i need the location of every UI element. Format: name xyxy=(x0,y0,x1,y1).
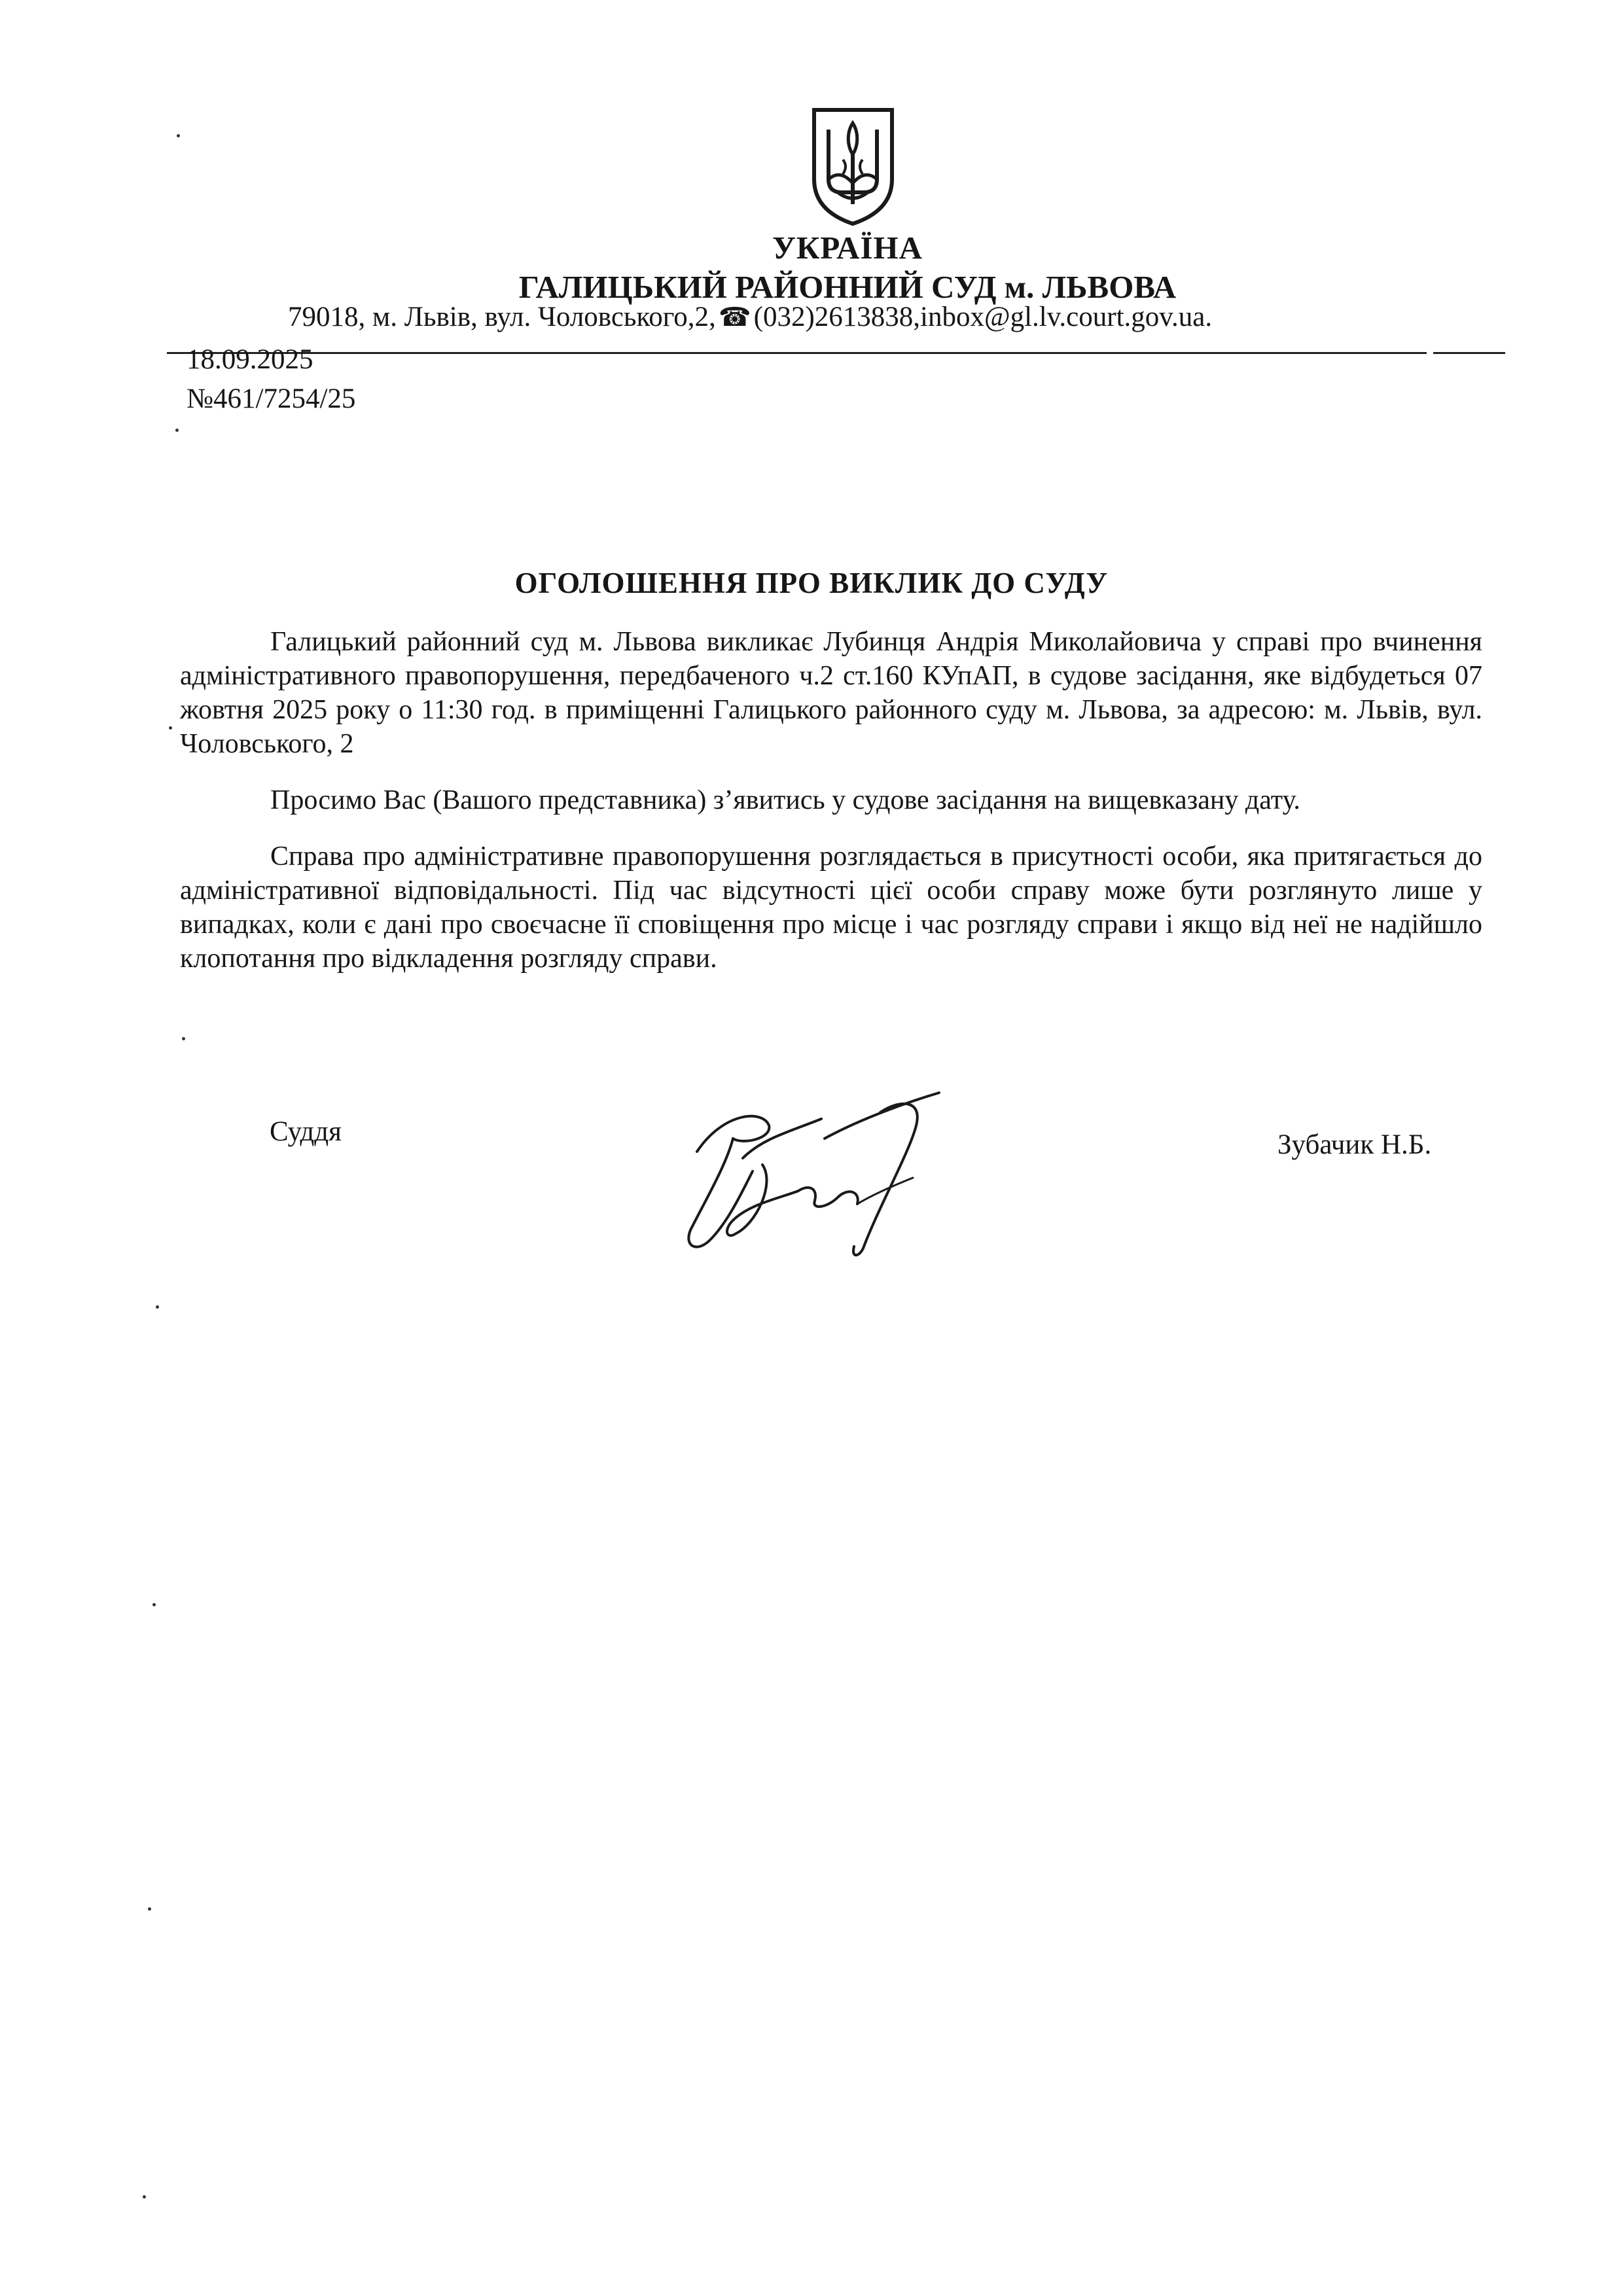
tryzub-emblem-icon xyxy=(809,106,897,227)
court-phone: (032)2613838, xyxy=(753,302,921,332)
signatory-role: Суддя xyxy=(270,1116,342,1147)
scan-speck xyxy=(156,1305,159,1309)
scan-speck xyxy=(148,1907,151,1911)
paragraph-procedure: Справа про адміністративне правопорушення розглядається в присутності особи, яка притягається до адміністративної відповідальності. Під час відсутності цієї особи справу може бути розглянуто лише у випадках, коли є дані про своєчасне її сповіщення про місце і час розгляду справи і якщо від неї не надійшло клопотання про відкладення розгляду справи. xyxy=(180,841,1482,974)
scan-speck xyxy=(143,2195,146,2199)
court-address: 79018, м. Львів, вул. Чоловського,2, xyxy=(288,302,716,332)
header-divider-tail xyxy=(1433,352,1505,354)
signatory-name: Зубачик Н.Б. xyxy=(1277,1129,1432,1160)
scan-speck xyxy=(175,429,179,432)
scan-speck xyxy=(152,1603,156,1606)
paragraph-request: Просимо Вас (Вашого представника) з’явитись у судове засідання на вищевказану дату. xyxy=(270,785,1300,815)
document-title: ОГОЛОШЕННЯ ПРО ВИКЛИК ДО СУДУ xyxy=(514,567,1109,599)
court-email: inbox@gl.lv.court.gov.ua. xyxy=(920,302,1213,332)
document-date: 18.09.2025 xyxy=(187,344,313,375)
document-body xyxy=(180,625,1482,998)
scan-speck xyxy=(169,726,172,730)
scan-speck xyxy=(182,1037,185,1040)
header-divider xyxy=(167,352,1427,354)
court-address-line xyxy=(288,301,1400,333)
court-name-heading: ГАЛИЦЬКИЙ РАЙОННИЙ СУД м. ЛЬВОВА xyxy=(518,269,1177,305)
registration-number: №461/7254/25 xyxy=(187,383,356,414)
country-heading: УКРАЇНА xyxy=(772,230,923,266)
scan-speck xyxy=(177,134,180,137)
telephone-icon: ☎ xyxy=(718,302,751,332)
handwritten-signature xyxy=(664,1073,972,1276)
paragraph-summons: Галицький районний суд м. Львова викликає Лубинця Андрія Миколайовича у справі про вчинення адміністративного правопорушення, передбаченого ч.2 ст.160 КУпАП, в судове засідання, яке відбудеться 07 жовтня 2025 року о 11:30 год. в приміщенні Галицького районного суду м. Львова, за адресою: м. Львів, вул. Чоловського, 2 xyxy=(180,627,1482,759)
